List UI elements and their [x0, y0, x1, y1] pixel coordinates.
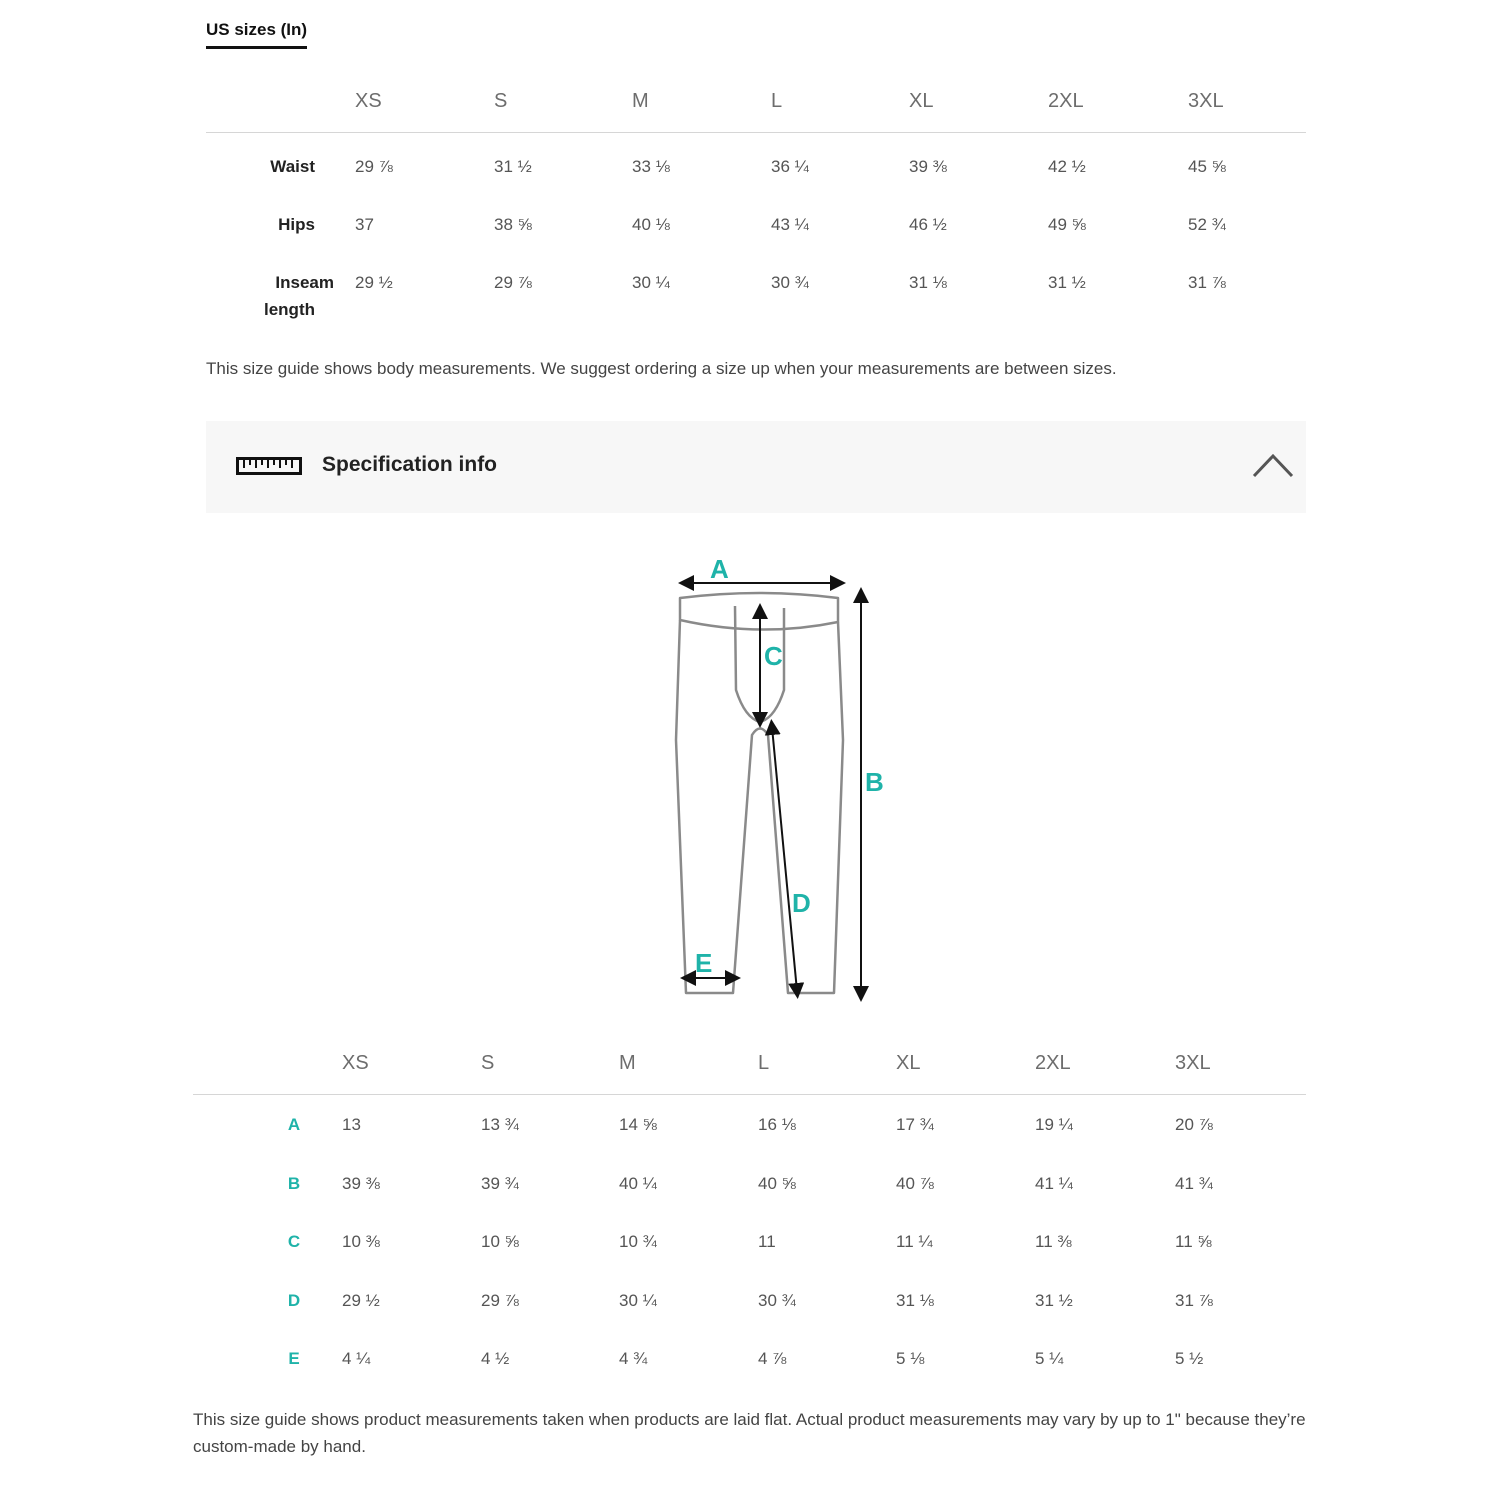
cell-value: 31 ½ [1035, 1290, 1073, 1310]
cell-value: 4 ½ [481, 1349, 510, 1368]
product-measurement-note: This size guide shows product measurements taken when products are laid flat. Actual product measurements may vary by up to 1" because they’re custom-made by hand. [193, 1410, 1306, 1456]
size-header-l: L [771, 90, 783, 112]
cell-value: 4 ⅞ [758, 1349, 787, 1368]
cell-value: 10 ¾ [619, 1232, 657, 1251]
size-header-2xl: 2XL [1035, 1052, 1071, 1074]
cell-value: 11 ⅝ [1175, 1232, 1212, 1251]
size-header-xl: XL [909, 90, 934, 112]
cell-value: 40 ⅞ [896, 1173, 934, 1193]
cell-value: 13 [342, 1115, 361, 1134]
cell-value: 11 ⅜ [1035, 1232, 1072, 1251]
size-header-xl: XL [896, 1052, 921, 1074]
cell-value: 31 ⅞ [1175, 1290, 1213, 1310]
cell-value: 41 ¾ [1175, 1173, 1213, 1193]
tab-us-sizes[interactable]: US sizes (In) [206, 20, 307, 49]
cell-value: 5 ½ [1175, 1349, 1204, 1368]
table-row [193, 1095, 1306, 1154]
cell-value: 37 [355, 215, 374, 234]
diagram-label-a: A [710, 554, 729, 584]
size-header-xs: XS [342, 1052, 369, 1074]
ruler-icon [236, 457, 302, 480]
table-header [193, 1040, 1306, 1095]
cell-value: 30 ¼ [619, 1290, 657, 1310]
row-label-hips: Hips [278, 215, 315, 234]
table-header [206, 80, 1306, 133]
cell-value: 11 ¼ [896, 1232, 933, 1251]
table-row [206, 249, 1306, 339]
row-label-inseam [206, 269, 334, 323]
cell-value: 31 ⅛ [909, 273, 947, 292]
cell-value: 46 ½ [909, 215, 947, 234]
cell-value: 38 ⅝ [494, 215, 532, 234]
cell-value: 30 ¾ [758, 1290, 796, 1310]
size-header-m: M [619, 1052, 636, 1074]
row-label-line: Inseam [275, 273, 334, 292]
table-row [193, 1212, 1306, 1271]
body-size-note: This size guide shows body measurements. We suggest ordering a size up when your measurements are between sizes. [206, 359, 1117, 378]
pants-diagram [660, 540, 900, 1015]
size-header-m: M [632, 90, 649, 112]
cell-value: 19 ¼ [1035, 1115, 1073, 1134]
cell-value: 33 ⅛ [632, 157, 670, 176]
table-row [193, 1154, 1306, 1213]
cell-value: 29 ⅞ [355, 157, 393, 176]
cell-value: 40 ¼ [619, 1173, 657, 1193]
cell-value: 39 ⅜ [909, 157, 947, 176]
specification-title: Specification info [322, 453, 498, 476]
size-header-s: S [494, 90, 508, 112]
cell-value: 30 ¾ [771, 273, 809, 292]
cell-value: 5 ⅛ [896, 1349, 925, 1368]
size-header-3xl: 3XL [1188, 90, 1224, 112]
product-measurement-table [193, 1040, 1306, 1388]
specification-panel-header[interactable] [206, 421, 1306, 513]
table-row [193, 1329, 1306, 1388]
cell-value: 52 ¾ [1188, 215, 1226, 234]
cell-value: 16 ⅛ [758, 1115, 796, 1134]
row-label-d: D [287, 1290, 301, 1310]
size-header-l: L [758, 1052, 770, 1074]
diagram-label-c: C [764, 641, 783, 671]
cell-value: 29 ⅞ [481, 1290, 519, 1310]
cell-value: 31 ½ [1048, 273, 1086, 292]
chevron-up-icon[interactable] [1252, 451, 1294, 484]
cell-value: 36 ¼ [771, 157, 809, 176]
size-header-2xl: 2XL [1048, 90, 1084, 112]
diagram-label-b: B [865, 767, 884, 797]
row-label-c: C [287, 1232, 301, 1251]
row-label-line: length [264, 300, 315, 319]
row-label-b: B [287, 1173, 301, 1193]
cell-value: 17 ¾ [896, 1115, 934, 1134]
cell-value: 29 ⅞ [494, 273, 532, 292]
size-header-xs: XS [355, 90, 382, 112]
cell-value: 49 ⅝ [1048, 215, 1086, 234]
cell-value: 31 ⅞ [1188, 273, 1226, 292]
table-row [193, 1271, 1306, 1330]
cell-value: 14 ⅝ [619, 1115, 657, 1134]
size-header-s: S [481, 1052, 495, 1074]
cell-value: 29 ½ [342, 1290, 380, 1310]
cell-value: 10 ⅜ [342, 1232, 380, 1251]
table-row [206, 191, 1306, 249]
diagram-label-d: D [792, 888, 811, 918]
cell-value: 39 ¾ [481, 1173, 519, 1193]
cell-value: 40 ⅝ [758, 1173, 796, 1193]
cell-value: 20 ⅞ [1175, 1115, 1213, 1134]
cell-value: 5 ¼ [1035, 1349, 1064, 1368]
cell-value: 45 ⅝ [1188, 157, 1226, 176]
table-row [206, 133, 1306, 191]
cell-value: 39 ⅜ [342, 1173, 380, 1193]
cell-value: 40 ⅛ [632, 215, 670, 234]
cell-value: 31 ½ [494, 157, 532, 176]
diagram-label-e: E [695, 948, 713, 978]
cell-value: 10 ⅝ [481, 1232, 519, 1251]
row-label-waist: Waist [270, 157, 315, 176]
row-label-a: A [287, 1115, 301, 1134]
cell-value: 41 ¼ [1035, 1173, 1073, 1193]
cell-value: 30 ¼ [632, 273, 670, 292]
cell-value: 42 ½ [1048, 157, 1086, 176]
body-size-table [206, 80, 1306, 339]
cell-value: 29 ½ [355, 273, 393, 292]
cell-value: 43 ¼ [771, 215, 809, 234]
cell-value: 31 ⅛ [896, 1290, 934, 1310]
pants-illustration [660, 540, 900, 1010]
cell-value: 4 ¾ [619, 1349, 648, 1368]
row-label-e: E [288, 1349, 300, 1368]
cell-value: 4 ¼ [342, 1349, 371, 1368]
cell-value: 11 [758, 1232, 776, 1251]
cell-value: 13 ¾ [481, 1115, 519, 1134]
size-header-3xl: 3XL [1175, 1052, 1211, 1074]
